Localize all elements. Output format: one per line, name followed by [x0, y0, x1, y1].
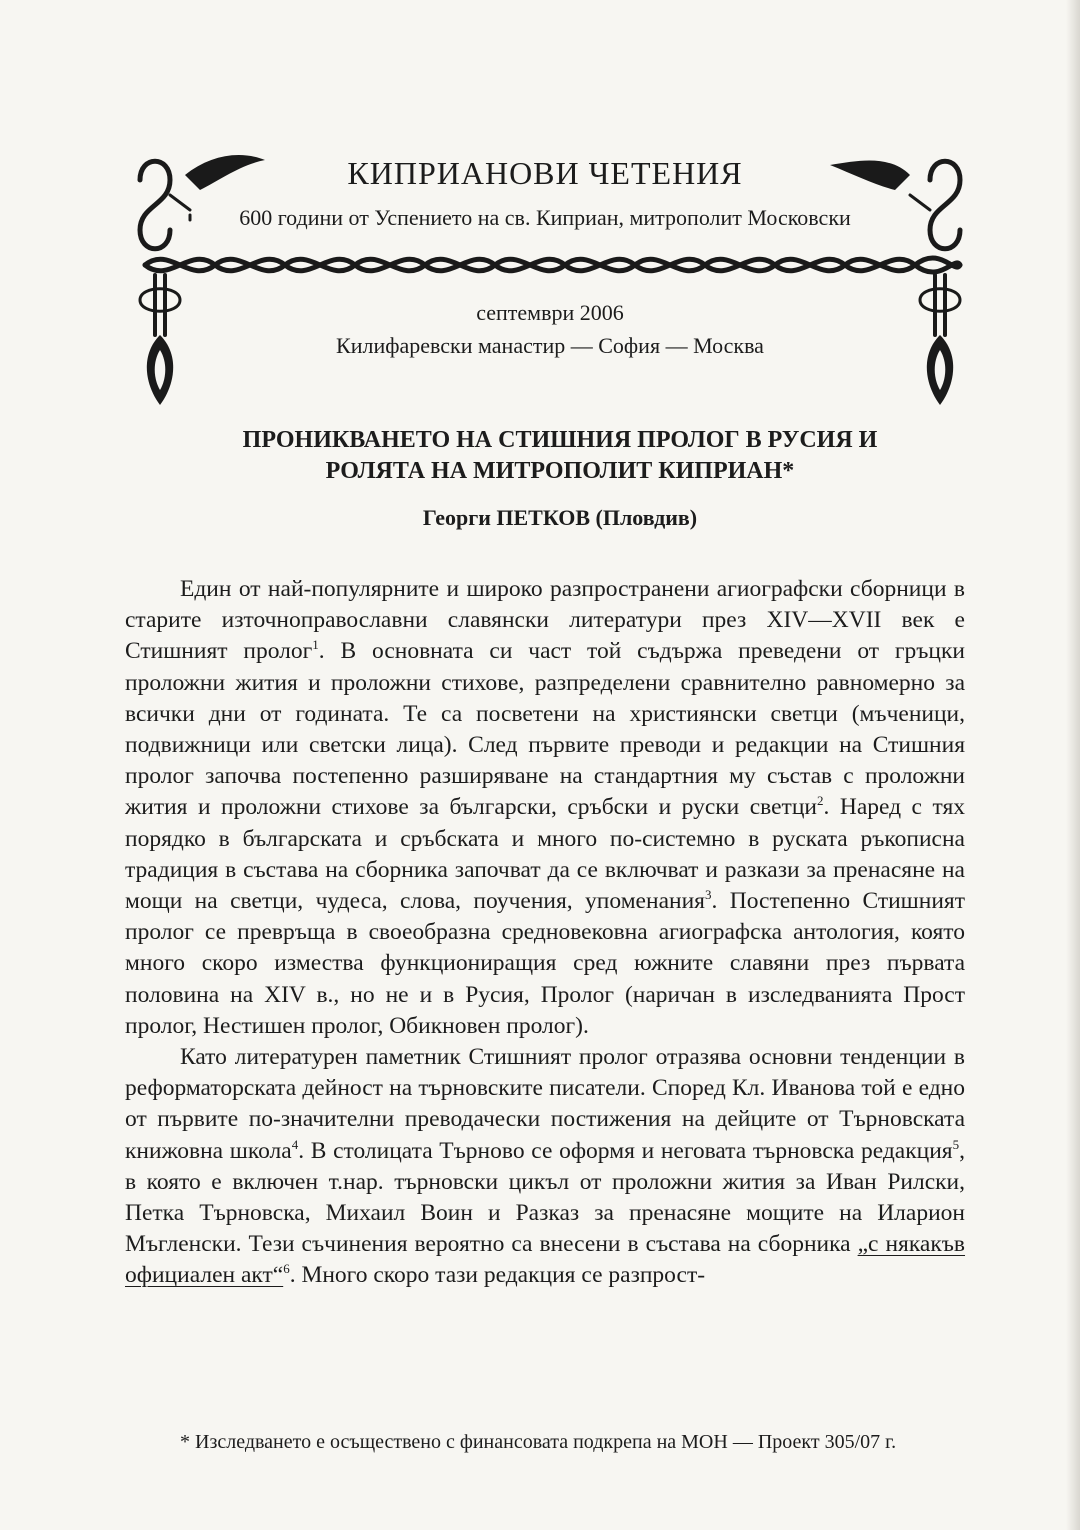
article-title	[140, 425, 980, 487]
text-run: . В столицата Търново се оформя и неговата търновска редакция	[298, 1137, 953, 1164]
article-author: Георги ПЕТКОВ (Пловдив)	[422, 505, 698, 530]
paragraph-1	[125, 574, 965, 1042]
footnote-ref[interactable]: 5	[952, 1136, 960, 1152]
text-run: . Наред с тях порядко в българската и сръбската и много по-системно в руската ръкописна традиция в състава на сборника започват да се включват и разкази за пренасяне на мощи на светци, чудеса, слова, поучения, упоменания	[125, 794, 965, 915]
article-title-line-2: РОЛЯТА НА МИТРОПОЛИТ КИПРИАН*	[325, 458, 795, 484]
article-body	[125, 574, 965, 1292]
conference-date: септември 2006	[476, 300, 624, 325]
page-edge	[1066, 0, 1080, 1530]
text-run: Един от най-популярните и широко разпространени агиографски сборници в старите източноправославни славянски литератури през XIV—XVII век е Стишният пролог	[125, 576, 965, 665]
article-title-line-1: ПРОНИКВАНЕТО НА СТИШНИЯ ПРОЛОГ В РУСИЯ И	[242, 427, 878, 453]
series-title: КИПРИАНОВИ ЧЕТЕНИЯ	[347, 155, 743, 191]
text-run: . Постепенно Стишният пролог се превръща в своеобразна средновековна агиографска антология, която много скоро измества функциониращия сред южните славяни през първата половина на XIV в., но не и в Русия, Пролог (наричан в изследванията Прост пролог, Нестишен пролог, Обикновен пролог).	[125, 888, 965, 1039]
text-run: , в която е включен т.нар. търновски цикъл от проложни жития за Иван Рилски, Петка Търновска, Михаил Воин и Разказ за пренасяне мощите на Иларион Мъгленски. Тези съчинения вероятно са внесени в състава на сборника	[125, 1137, 965, 1258]
footnote-ref[interactable]: 3	[704, 887, 712, 903]
footnote-ref[interactable]: 4	[291, 1136, 299, 1152]
text-run: Като литературен паметник Стишният пролог отразява основни тенденции в реформаторската дейност на търновските писатели. Според Кл. Иванова той е едно от първите по-значителни преводачески постижения на дейците от Търновската книжовна школа	[125, 1044, 965, 1164]
footnote-text: * Изследването е осъществено с финансовата подкрепа на МОН — Проект 305/07 г.	[180, 1431, 897, 1453]
footnote-ref[interactable]: 1	[312, 637, 319, 653]
paragraph-2	[125, 1042, 965, 1292]
text-run: . Много скоро тази редакция се разпрост-	[289, 1262, 706, 1289]
conference-header	[130, 135, 960, 405]
conference-place: Килифаревски манастир — София — Москва	[336, 333, 764, 358]
series-subtitle: 600 години от Успението на св. Киприан, митрополит Московски	[239, 205, 851, 230]
footnote	[125, 1428, 965, 1456]
footnote-ref[interactable]: 6	[283, 1261, 290, 1277]
quoted-phrase: „с някакъв официален акт“	[125, 1231, 966, 1289]
footnote-ref[interactable]: 2	[816, 793, 824, 809]
text-run: . В основната си част той съдържа преведени от гръцки проложни жития и проложни стихове, разпределени сравнително равномерно за всички дни от годината. Те са посветени на християнски светци (мъченици, подвижници или светски лица). След първите преводи и редакции на Стишния пролог започва постепенно разширяване на стандартния му състав с проложни жития и проложни стихове за български, сръбски и руски светци	[125, 638, 965, 821]
